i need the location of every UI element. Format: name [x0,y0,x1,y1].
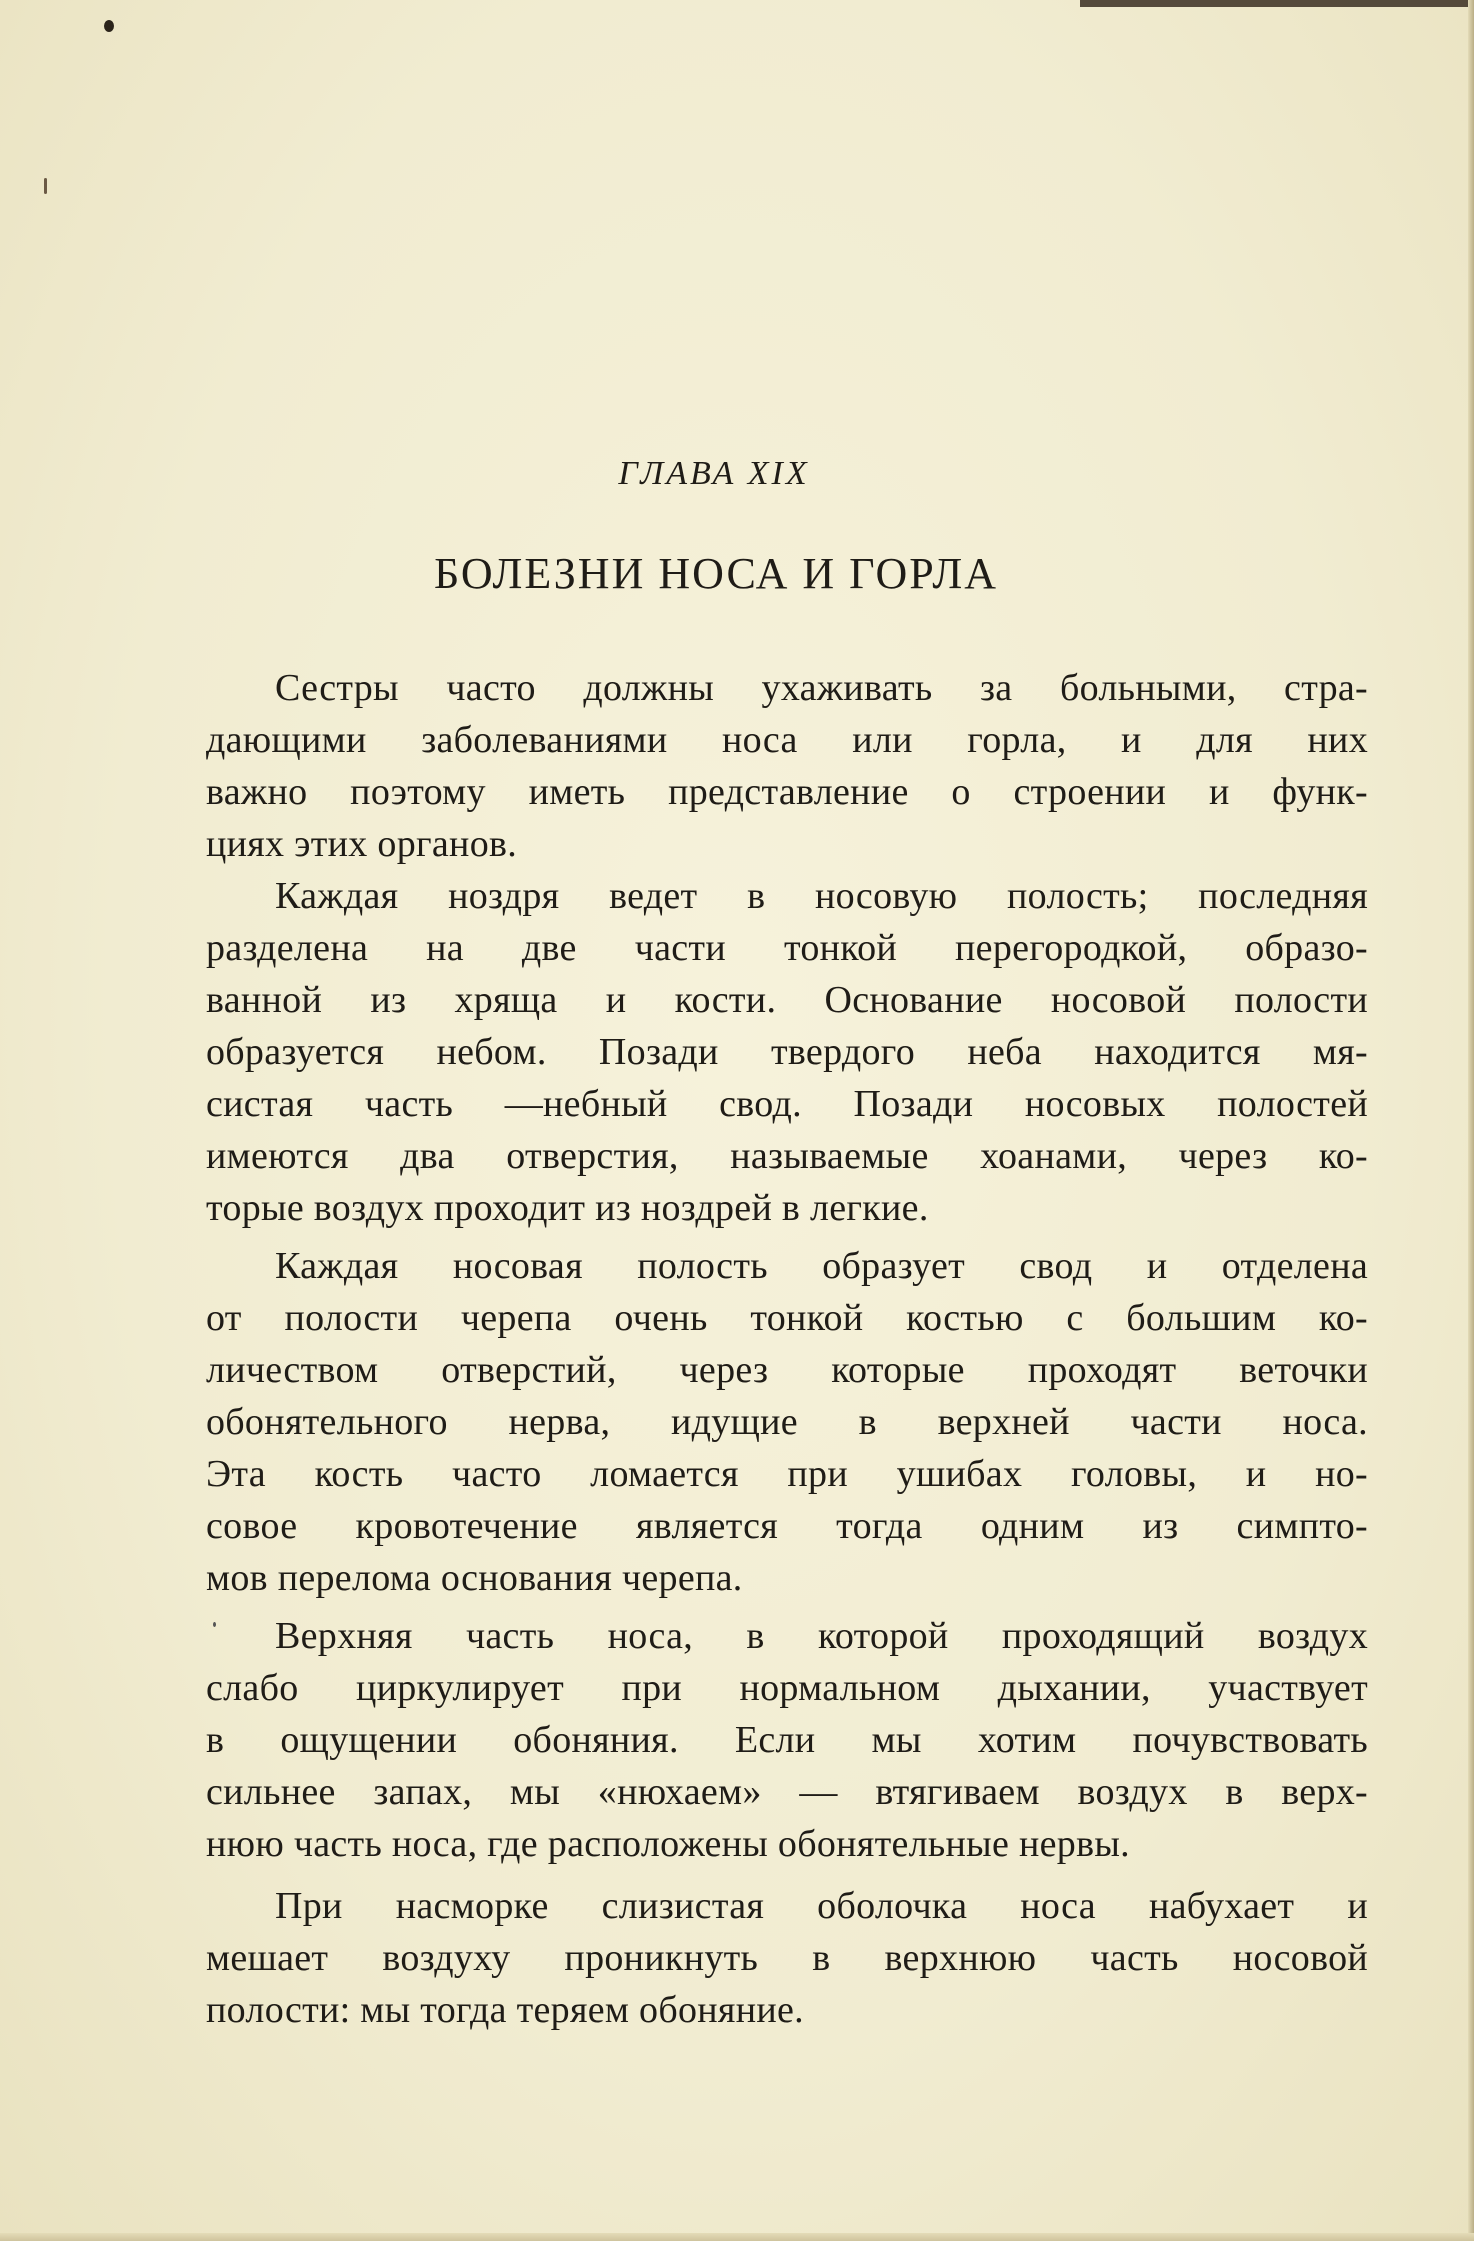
text-line: При насморке слизистая оболочка носа набухает и [275,1885,1368,1927]
text-line: мов перелома основания черепа. [206,1557,743,1599]
text-line: ванной из хряща и кости. Основание носовой полости [206,979,1368,1021]
text-line: Сестры часто должны ухаживать за больными, стра- [275,667,1368,709]
ink-speck [213,1622,216,1627]
text-line: систая часть —небный свод. Позади носовых полостей [206,1083,1368,1125]
text-line: Эта кость часто ломается при ушибах головы, и но- [206,1453,1368,1495]
text-line: мешает воздуху проникнуть в верхнюю часть носовой [206,1937,1368,1979]
text-line: совое кровотечение является тогда одним из симпто- [206,1505,1368,1547]
text-line: разделена на две части тонкой перегородкой, образо- [206,927,1368,969]
text-line: обонятельного нерва, идущие в верхней части носа. [206,1401,1368,1443]
text-line: слабо циркулирует при нормальном дыхании, участвует [206,1667,1368,1709]
ink-speck [104,20,114,32]
text-line: образуется небом. Позади твердого неба находится мя- [206,1031,1368,1073]
text-line: личеством отверстий, через которые проходят веточки [206,1349,1368,1391]
chapter-title: БОЛЕЗНИ НОСА И ГОРЛА [433,549,999,598]
text-line: торые воздух проходит из ноздрей в легкие. [206,1187,929,1229]
page-edge-bottom [0,2233,1474,2241]
ink-speck [44,178,47,194]
text-line: нюю часть носа, где расположены обонятельные нервы. [206,1823,1130,1865]
text-line: Каждая ноздря ведет в носовую полость; последняя [275,875,1368,917]
chapter-label: ГЛАВА XIX [618,455,810,492]
text-line: циях этих органов. [206,823,518,865]
page-edge-right [1468,0,1474,2241]
text-line: в ощущении обоняния. Если мы хотим почувствовать [206,1719,1368,1761]
text-line: сильнее запах, мы «нюхаем» — втягиваем воздух в верх- [206,1771,1368,1813]
text-line: Каждая носовая полость образует свод и отделена [275,1245,1368,1287]
text-line: имеются два отверстия, называемые хоанами, через ко- [206,1135,1368,1177]
text-line: дающими заболеваниями носа или горла, и для них [206,719,1368,761]
text-line: полости: мы тогда теряем обоняние. [206,1989,804,2031]
page-edge-top [1080,0,1474,7]
text-line: от полости черепа очень тонкой костью с большим ко- [206,1297,1368,1339]
text-line: важно поэтому иметь представление о строении и функ- [206,771,1368,813]
text-line: Верхняя часть носа, в которой проходящий воздух [275,1615,1368,1657]
